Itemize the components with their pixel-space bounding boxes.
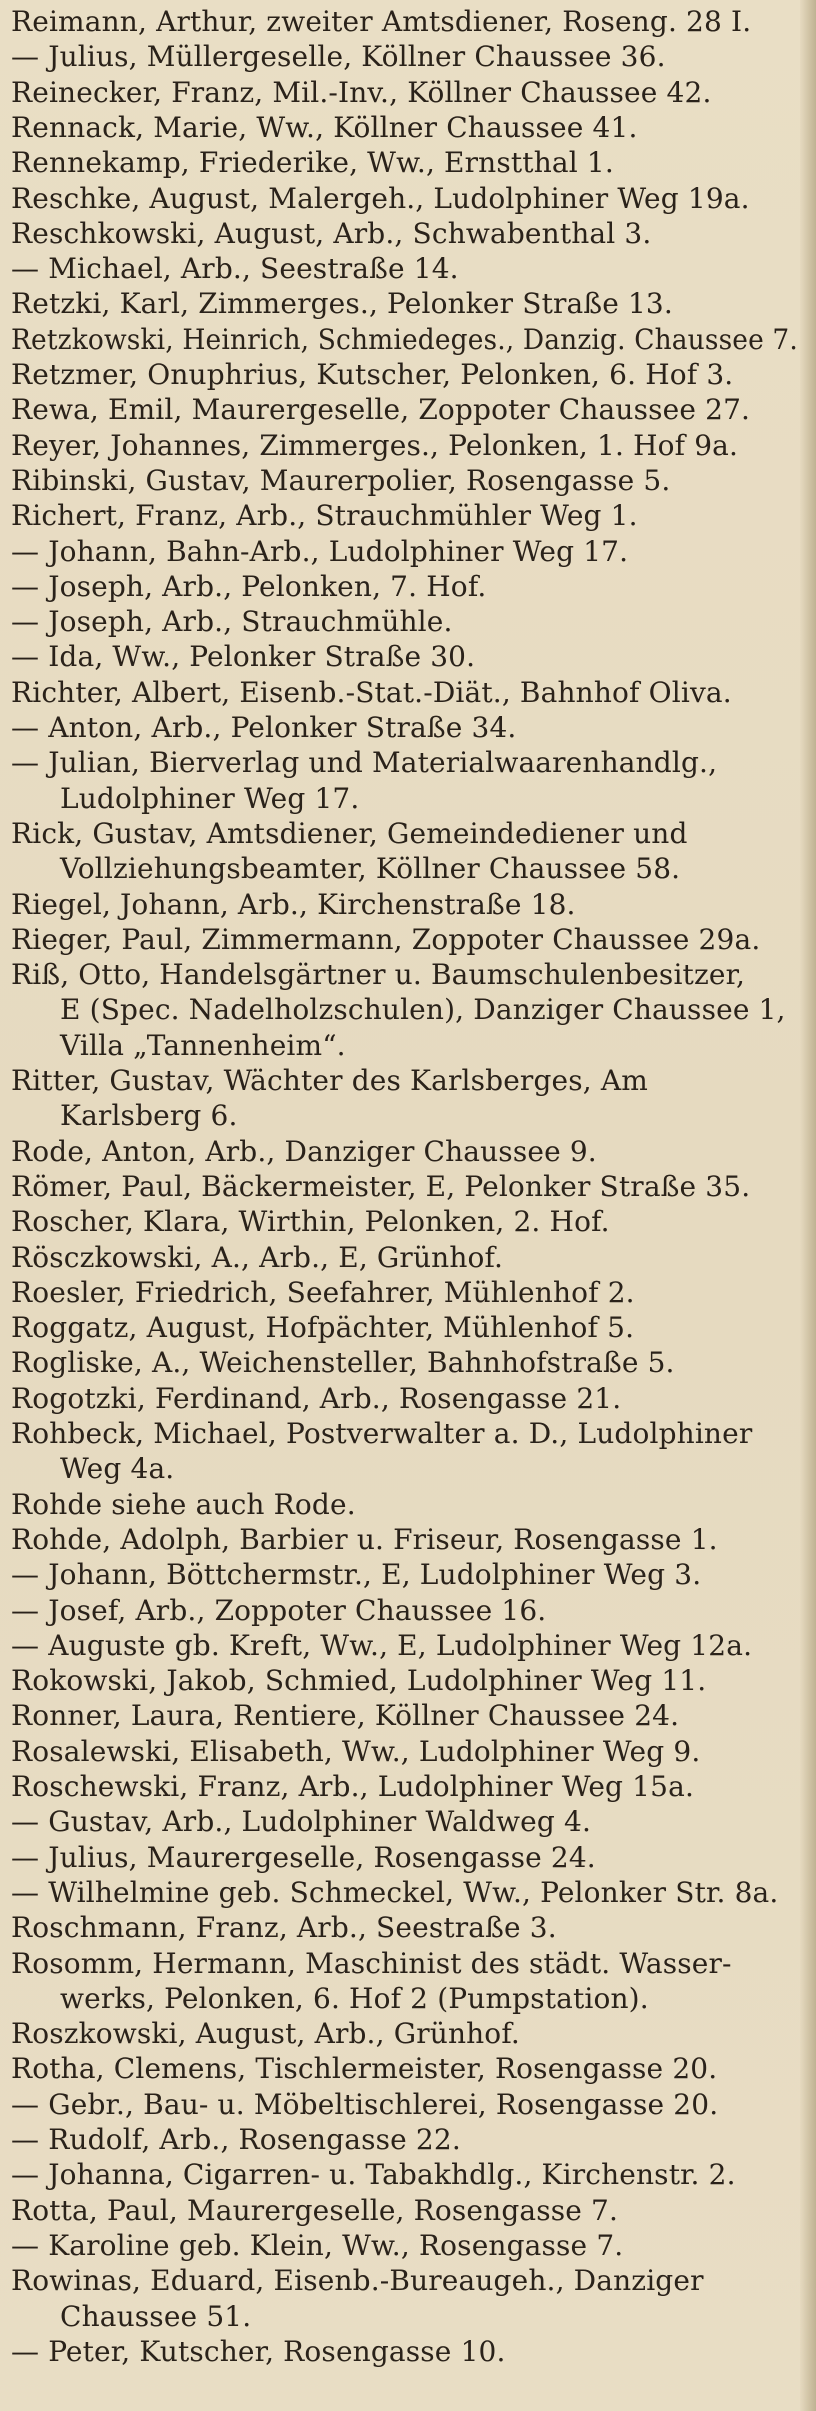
entry-text: Roggatz, August, Hofpächter, Mühlenhof 5.	[11, 1311, 635, 1345]
directory-line	[0, 1732, 811, 1772]
directory-line	[0, 990, 816, 1030]
directory-line	[0, 708, 811, 748]
entry-text: — Auguste gb. Kreft, Ww., E, Ludolphiner Weg 12a.	[11, 1628, 753, 1662]
directory-line	[0, 1238, 811, 1278]
entry-text: — Julius, Maurergeselle, Rosengasse 24.	[11, 1840, 596, 1874]
directory-line	[0, 355, 811, 395]
entry-text: Roesler, Friedrich, Seefahrer, Mühlenhof 2.	[11, 1275, 635, 1309]
entry-text: Rewa, Emil, Maurergeselle, Zoppoter Chaussee 27.	[11, 393, 751, 427]
entry-text: Riß, Otto, Handelsgärtner u. Baumschulenbesitzer,	[11, 958, 746, 992]
entry-text: Reimann, Arthur, zweiter Amtsdiener, Roseng. 28 I.	[11, 5, 752, 38]
directory-line	[0, 2226, 811, 2266]
entry-text: Reyer, Johannes, Zimmerges., Pelonken, 1. Hof 9a.	[11, 428, 739, 462]
entry-text: werks, Pelonken, 6. Hof 2 (Pumpstation).	[60, 1981, 649, 2015]
entry-text: Rogliske, A., Weichensteller, Bahnhofstraße 5.	[11, 1346, 675, 1380]
directory-line	[0, 1414, 811, 1454]
entry-text: Retzmer, Onuphrius, Kutscher, Pelonken, 6. Hof 3.	[11, 358, 734, 391]
directory-line	[0, 1167, 811, 1207]
directory-line	[0, 1944, 811, 1984]
directory-line	[0, 2049, 811, 2089]
directory-line	[0, 179, 811, 219]
directory-line	[0, 1979, 816, 2019]
directory-line	[0, 284, 811, 324]
directory-line	[0, 2332, 811, 2372]
directory-line	[0, 920, 811, 960]
directory-line	[0, 1838, 811, 1878]
directory-line	[0, 1520, 811, 1560]
directory-line	[0, 849, 816, 889]
directory-line	[0, 673, 811, 713]
entry-text: Villa „Tannenheim“.	[60, 1028, 346, 1062]
entry-text: — Julian, Bierverlag und Materialwaarenhandlg.,	[11, 746, 718, 780]
entry-text: Reschkowski, August, Arb., Schwabenthal 3.	[11, 216, 652, 250]
directory-line	[0, 1485, 811, 1525]
entry-text: Riegel, Johann, Arb., Kirchenstraße 18.	[11, 887, 576, 921]
directory-line	[0, 1449, 816, 1489]
directory-line	[0, 1555, 811, 1595]
entry-text: Roschewski, Franz, Arb., Ludolphiner Weg 15a.	[11, 1770, 695, 1803]
entry-text: — Anton, Arb., Pelonker Straße 34.	[11, 711, 517, 744]
directory-line	[0, 390, 811, 430]
directory-line	[0, 461, 811, 501]
entry-text: Chaussee 51.	[60, 2299, 252, 2333]
entry-text: Rösczkowski, A., Arb., E, Grünhof.	[11, 1240, 504, 1274]
entry-text: Rotta, Paul, Maurergeselle, Rosengasse 7.	[11, 2193, 619, 2227]
directory-line	[0, 37, 811, 77]
entry-text: Rennack, Marie, Ww., Köllner Chaussee 41.	[11, 110, 638, 144]
entry-text: Retzkowski, Heinrich, Schmiedeges., Danzig. Chaussee 7.	[11, 322, 798, 356]
entry-text: — Wilhelmine geb. Schmeckel, Ww., Pelonker Str. 8a.	[11, 1875, 779, 1909]
entry-text: Ludolphiner Weg 17.	[60, 781, 360, 815]
directory-line	[0, 1379, 811, 1419]
directory-line	[0, 743, 811, 783]
directory-line	[0, 532, 811, 572]
directory-line	[0, 1273, 811, 1313]
entry-text: Roschmann, Franz, Arb., Seestraße 3.	[11, 1911, 557, 1945]
entry-text: Rosalewski, Elisabeth, Ww., Ludolphiner Weg 9.	[11, 1734, 701, 1768]
directory-line	[0, 1873, 811, 1913]
directory-line	[0, 1696, 811, 1736]
entry-text: Roscher, Klara, Wirthin, Pelonken, 2. Hof.	[11, 1205, 610, 1239]
entry-text: Rogotzki, Ferdinand, Arb., Rosengasse 21.	[11, 1381, 622, 1415]
directory-line	[0, 2297, 816, 2337]
directory-line	[0, 1308, 811, 1348]
directory-line	[0, 214, 811, 254]
directory-line	[0, 1591, 811, 1631]
entry-text: — Ida, Ww., Pelonker Straße 30.	[11, 640, 476, 674]
entry-text: Retzki, Karl, Zimmerges., Pelonker Straße 13.	[11, 287, 673, 321]
directory-line	[0, 1343, 811, 1383]
entry-text: Ronner, Laura, Rentiere, Köllner Chaussee 24.	[11, 1699, 680, 1733]
entry-text: Reschke, August, Malergeh., Ludolphiner Weg 19a.	[11, 181, 750, 215]
entry-text: Vollziehungsbeamter, Köllner Chaussee 58.	[60, 852, 681, 886]
directory-line	[0, 2120, 811, 2160]
entry-text: Rohde siehe auch Rode.	[11, 1487, 356, 1521]
directory-line	[0, 567, 811, 607]
entry-text: Rohbeck, Michael, Postverwalter a. D., Ludolphiner	[11, 1417, 753, 1450]
entry-text: Rokowski, Jakob, Schmied, Ludolphiner Weg 11.	[11, 1664, 707, 1698]
entry-text: Rode, Anton, Arb., Danziger Chaussee 9.	[11, 1134, 597, 1168]
entry-text: — Julius, Müllergeselle, Köllner Chaussee 36.	[11, 40, 666, 74]
directory-line	[0, 73, 811, 113]
entry-text: — Michael, Arb., Seestraße 14.	[11, 252, 459, 286]
entry-text: — Joseph, Arb., Pelonken, 7. Hof.	[11, 569, 487, 603]
entry-text: — Gebr., Bau- u. Möbeltischlerei, Rosengasse 20.	[11, 2087, 719, 2121]
entry-text: Rick, Gustav, Amtsdiener, Gemeindediener und	[11, 816, 688, 850]
directory-line	[0, 1767, 811, 1807]
entry-text: — Peter, Kutscher, Rosengasse 10.	[11, 2334, 506, 2368]
entry-text: Ritter, Gustav, Wächter des Karlsberges, Am	[11, 1064, 648, 1097]
entry-text: Roszkowski, August, Arb., Grünhof.	[11, 2017, 520, 2051]
directory-line	[0, 108, 811, 148]
entry-text: — Johann, Böttchermstr., E, Ludolphiner Weg 3.	[11, 1558, 702, 1592]
directory-line	[0, 814, 811, 854]
directory-line	[0, 2261, 811, 2301]
directory-line	[0, 426, 811, 466]
directory-line	[0, 249, 811, 289]
directory-line	[0, 2085, 811, 2125]
entry-text: Römer, Paul, Bäckermeister, E, Pelonker Straße 35.	[11, 1169, 751, 1203]
entry-text: — Johann, Bahn-Arb., Ludolphiner Weg 17.	[11, 534, 629, 568]
directory-line	[0, 1061, 811, 1101]
entry-text: Rohde, Adolph, Barbier u. Friseur, Rosengasse 1.	[11, 1522, 718, 1556]
entry-text: — Rudolf, Arb., Rosengasse 22.	[11, 2123, 461, 2156]
directory-line	[0, 602, 811, 642]
entry-text: — Josef, Arb., Zoppoter Chaussee 16.	[11, 1593, 547, 1627]
entry-text: Rennekamp, Friederike, Ww., Ernstthal 1.	[11, 146, 614, 180]
directory-line	[0, 1096, 816, 1136]
directory-line	[0, 1661, 811, 1701]
entry-text: Reinecker, Franz, Mil.-Inv., Köllner Chaussee 42.	[11, 75, 712, 109]
entry-text: — Joseph, Arb., Strauchmühle.	[11, 605, 453, 639]
entry-text: Karlsberg 6.	[60, 1099, 238, 1133]
directory-line	[0, 2155, 811, 2195]
directory-line	[0, 955, 811, 995]
directory-line	[0, 2191, 811, 2231]
directory-line	[0, 2, 811, 42]
directory-line	[0, 320, 811, 360]
directory-line	[0, 1908, 811, 1948]
entry-text: — Karoline geb. Klein, Ww., Rosengasse 7.	[11, 2228, 624, 2262]
directory-line	[0, 1802, 811, 1842]
entry-text: Ribinski, Gustav, Maurerpolier, Rosengasse 5.	[11, 463, 671, 497]
directory-line	[0, 637, 811, 677]
directory-line	[0, 1132, 811, 1172]
directory-line	[0, 885, 811, 925]
directory-line	[0, 1026, 816, 1066]
entry-text: Richert, Franz, Arb., Strauchmühler Weg 1.	[11, 499, 638, 533]
directory-line	[0, 1626, 811, 1666]
entry-text: Weg 4a.	[60, 1452, 175, 1486]
directory-line	[0, 496, 811, 536]
entry-text: E (Spec. Nadelholzschulen), Danziger Chaussee 1,	[60, 993, 786, 1027]
directory-line	[0, 2014, 811, 2054]
entry-text: Rosomm, Hermann, Maschinist des städt. Wasser-	[11, 1946, 732, 1980]
entry-text: Rowinas, Eduard, Eisenb.-Bureaugeh., Danziger	[11, 2264, 704, 2298]
entry-text: — Johanna, Cigarren- u. Tabakhdlg., Kirchenstr. 2.	[11, 2158, 736, 2192]
entry-text: Rotha, Clemens, Tischlermeister, Rosengasse 20.	[11, 2052, 718, 2086]
entry-text: — Gustav, Arb., Ludolphiner Waldweg 4.	[11, 1805, 592, 1839]
entry-text: Rieger, Paul, Zimmermann, Zoppoter Chaussee 29a.	[11, 922, 761, 956]
entry-text: Richter, Albert, Eisenb.-Stat.-Diät., Bahnhof Oliva.	[11, 675, 732, 709]
directory-line	[0, 143, 811, 183]
directory-line	[0, 1202, 811, 1242]
directory-line	[0, 779, 816, 819]
